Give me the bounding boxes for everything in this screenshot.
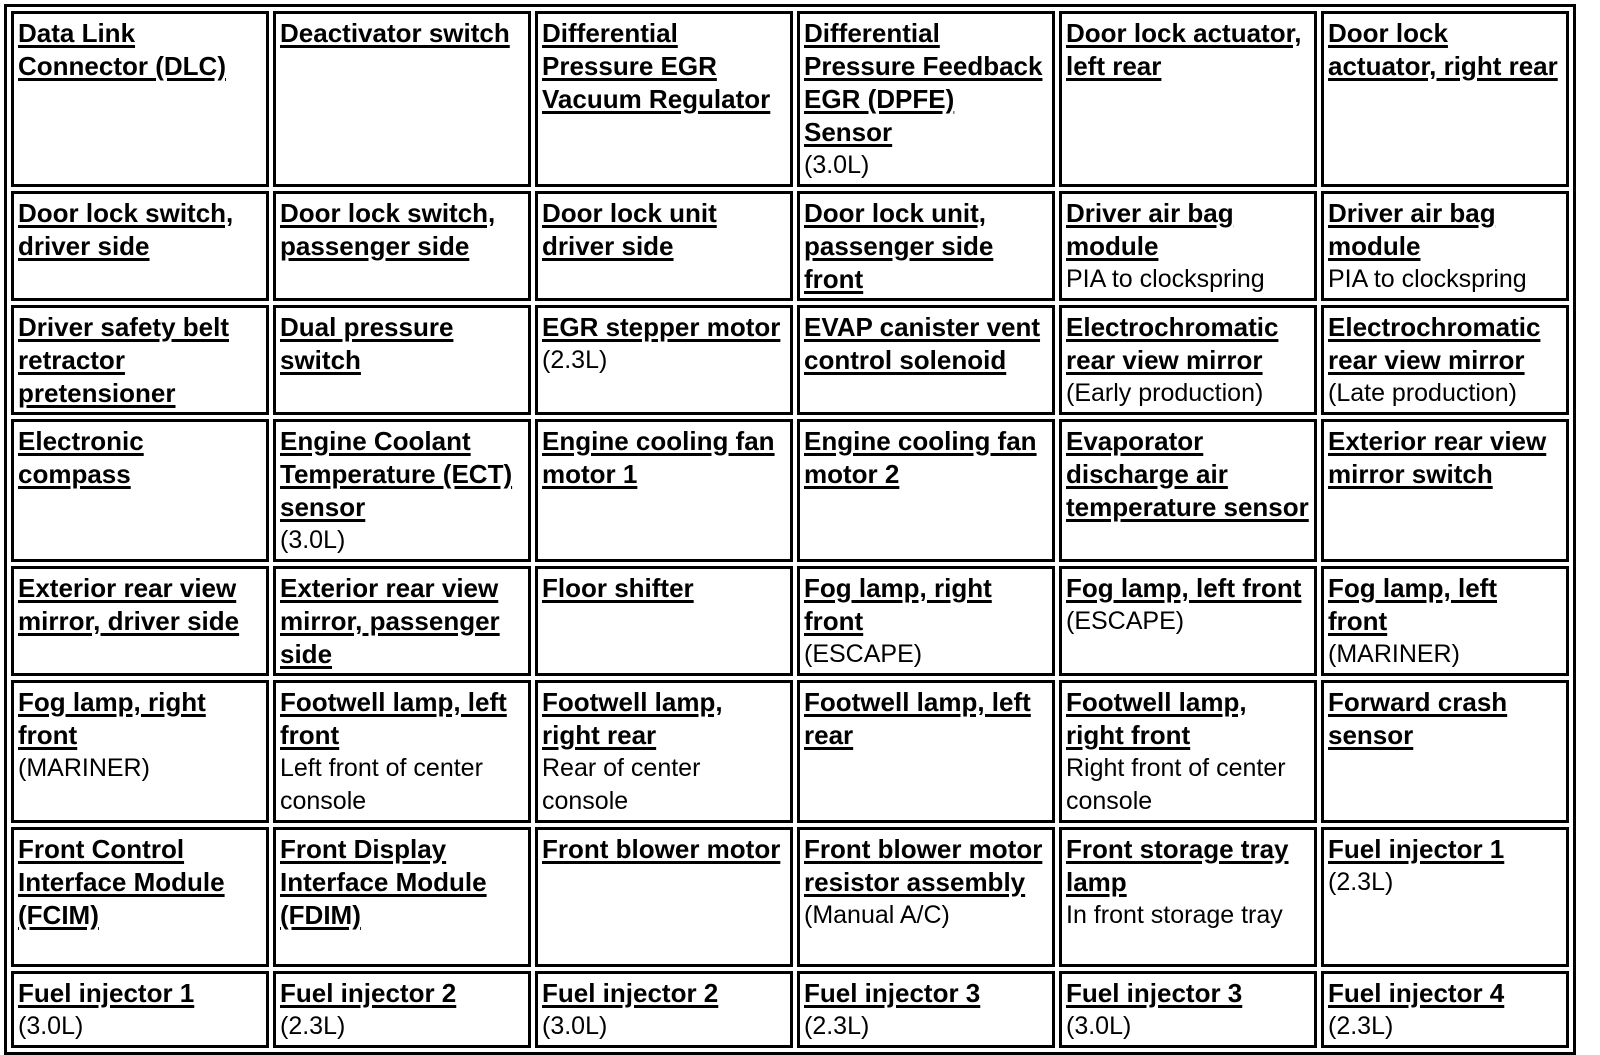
table-cell [797, 419, 1055, 562]
table-row [11, 827, 1569, 967]
table-cell [797, 680, 1055, 823]
table-cell [797, 827, 1055, 967]
table-cell [11, 11, 269, 187]
component-link[interactable]: Footwell lamp, left rear [804, 687, 1031, 750]
table-row [11, 191, 1569, 301]
component-link[interactable]: Engine cooling fan motor 1 [542, 426, 775, 489]
component-link[interactable]: Driver safety belt retractor pretensioner [18, 312, 229, 408]
component-link[interactable]: EGR stepper motor [542, 312, 781, 342]
table-cell [535, 191, 793, 301]
component-link[interactable]: Fog lamp, left front [1328, 573, 1497, 636]
table-cell [11, 419, 269, 562]
component-link[interactable]: Engine Coolant Temperature (ECT) sensor [280, 426, 513, 522]
table-row [11, 680, 1569, 823]
table-row [11, 566, 1569, 676]
component-link[interactable]: Fuel injector 2 [542, 978, 719, 1008]
component-link[interactable]: Exterior rear view mirror, driver side [18, 573, 240, 636]
component-link[interactable]: Electronic compass [18, 426, 144, 489]
table-cell [273, 971, 531, 1048]
component-note: (Manual A/C) [804, 901, 950, 929]
table-cell [1321, 305, 1569, 415]
component-link[interactable]: Floor shifter [542, 573, 694, 603]
table-cell [1059, 971, 1317, 1048]
component-link[interactable]: Exterior rear view mirror switch [1328, 426, 1547, 489]
component-link[interactable]: Electrochromatic rear view mirror [1328, 312, 1541, 375]
component-link[interactable]: Door lock switch, driver side [18, 198, 234, 261]
table-cell [1059, 680, 1317, 823]
component-link[interactable]: Front Control Interface Module (FCIM) [18, 834, 225, 930]
table-cell [797, 971, 1055, 1048]
component-note: PIA to clockspring [1328, 265, 1527, 293]
table-cell [535, 305, 793, 415]
table-cell [11, 305, 269, 415]
table-cell [1321, 971, 1569, 1048]
component-link[interactable]: Engine cooling fan motor 2 [804, 426, 1037, 489]
table-cell [273, 680, 531, 823]
component-note: Rear of center console [542, 754, 701, 815]
component-link[interactable]: EVAP canister vent control solenoid [804, 312, 1041, 375]
component-note: In front storage tray [1066, 901, 1283, 929]
component-note: (Early production) [1066, 379, 1264, 407]
component-note: (MARINER) [18, 754, 150, 782]
table-cell [11, 191, 269, 301]
table-cell [1059, 191, 1317, 301]
component-link[interactable]: Fog lamp, right front [804, 573, 992, 636]
table-cell [1059, 11, 1317, 187]
table-body [11, 11, 1569, 1048]
table-cell [273, 11, 531, 187]
component-note: (3.0L) [280, 526, 346, 554]
component-note: (3.0L) [1066, 1012, 1132, 1040]
component-link[interactable]: Fuel injector 1 [18, 978, 195, 1008]
table-cell [1321, 11, 1569, 187]
component-link[interactable]: Dual pressure switch [280, 312, 454, 375]
component-link[interactable]: Fog lamp, left front [1066, 573, 1302, 603]
component-link[interactable]: Driver air bag module [1328, 198, 1496, 261]
table-cell [797, 191, 1055, 301]
component-link[interactable]: Data Link Connector (DLC) [18, 18, 226, 81]
table-cell [797, 11, 1055, 187]
component-note: (2.3L) [280, 1012, 346, 1040]
component-note: PIA to clockspring [1066, 265, 1265, 293]
table-cell [1059, 566, 1317, 676]
component-note: (2.3L) [1328, 868, 1394, 896]
component-link[interactable]: Fuel injector 2 [280, 978, 457, 1008]
component-link[interactable]: Electrochromatic rear view mirror [1066, 312, 1279, 375]
component-note: (Late production) [1328, 379, 1518, 407]
component-note: (ESCAPE) [1066, 607, 1185, 635]
table-cell [1059, 419, 1317, 562]
component-link[interactable]: Door lock actuator, left rear [1066, 18, 1302, 81]
component-link[interactable]: Door lock actuator, right rear [1328, 18, 1558, 81]
component-note: (3.0L) [804, 151, 870, 179]
component-link[interactable]: Forward crash sensor [1328, 687, 1508, 750]
component-link[interactable]: Door lock unit driver side [542, 198, 717, 261]
table-cell [535, 680, 793, 823]
table-row [11, 305, 1569, 415]
table-cell [273, 827, 531, 967]
component-link[interactable]: Door lock switch, passenger side [280, 198, 496, 261]
component-link[interactable]: Footwell lamp, right front [1066, 687, 1247, 750]
table-cell [273, 191, 531, 301]
component-link[interactable]: Footwell lamp, right rear [542, 687, 723, 750]
table-cell [1059, 305, 1317, 415]
table-cell [535, 11, 793, 187]
component-link[interactable]: Fuel injector 3 [1066, 978, 1243, 1008]
component-note: Left front of center console [280, 754, 483, 815]
component-link[interactable]: Footwell lamp, left front [280, 687, 507, 750]
table-cell [11, 971, 269, 1048]
component-link[interactable]: Evaporator discharge air temperature sensor [1066, 426, 1309, 522]
table-row [11, 11, 1569, 187]
component-link[interactable]: Exterior rear view mirror, passenger side [280, 573, 500, 669]
table-cell [535, 566, 793, 676]
component-note: (3.0L) [542, 1012, 608, 1040]
table-cell [1321, 680, 1569, 823]
component-link[interactable]: Driver air bag module [1066, 198, 1234, 261]
component-link[interactable]: Front storage tray lamp [1066, 834, 1289, 897]
table-row [11, 971, 1569, 1048]
component-link[interactable]: Door lock unit, passenger side front [804, 198, 994, 294]
table-cell [535, 419, 793, 562]
component-location-table [4, 4, 1576, 1055]
table-row [11, 419, 1569, 562]
table-cell [11, 680, 269, 823]
component-link[interactable]: Fog lamp, right front [18, 687, 206, 750]
component-note: (MARINER) [1328, 640, 1460, 668]
component-note: (2.3L) [542, 346, 608, 374]
table-cell [273, 305, 531, 415]
component-link[interactable]: Fuel injector 1 [1328, 834, 1505, 864]
table-cell [1321, 566, 1569, 676]
table-cell [797, 305, 1055, 415]
table-cell [1321, 827, 1569, 967]
table-cell [1059, 827, 1317, 967]
component-note: (2.3L) [1328, 1012, 1394, 1040]
component-link[interactable]: Front blower motor resistor assembly [804, 834, 1043, 897]
table-cell [535, 971, 793, 1048]
component-link[interactable]: Deactivator switch [280, 18, 510, 48]
component-link[interactable]: Differential Pressure EGR Vacuum Regulator [542, 18, 771, 114]
table-cell [535, 827, 793, 967]
component-link[interactable]: Front Display Interface Module (FDIM) [280, 834, 487, 930]
component-link[interactable]: Fuel injector 3 [804, 978, 981, 1008]
table-cell [273, 566, 531, 676]
table-cell [11, 827, 269, 967]
component-link[interactable]: Front blower motor [542, 834, 781, 864]
table-cell [1321, 419, 1569, 562]
table-cell [797, 566, 1055, 676]
component-link[interactable]: Differential Pressure Feedback EGR (DPFE) Sensor [804, 18, 1043, 147]
component-note: (3.0L) [18, 1012, 84, 1040]
table-cell [1321, 191, 1569, 301]
table-cell [273, 419, 531, 562]
component-note: (ESCAPE) [804, 640, 923, 668]
table-cell [11, 566, 269, 676]
component-link[interactable]: Fuel injector 4 [1328, 978, 1505, 1008]
component-note: Right front of center console [1066, 754, 1286, 815]
component-note: (2.3L) [804, 1012, 870, 1040]
